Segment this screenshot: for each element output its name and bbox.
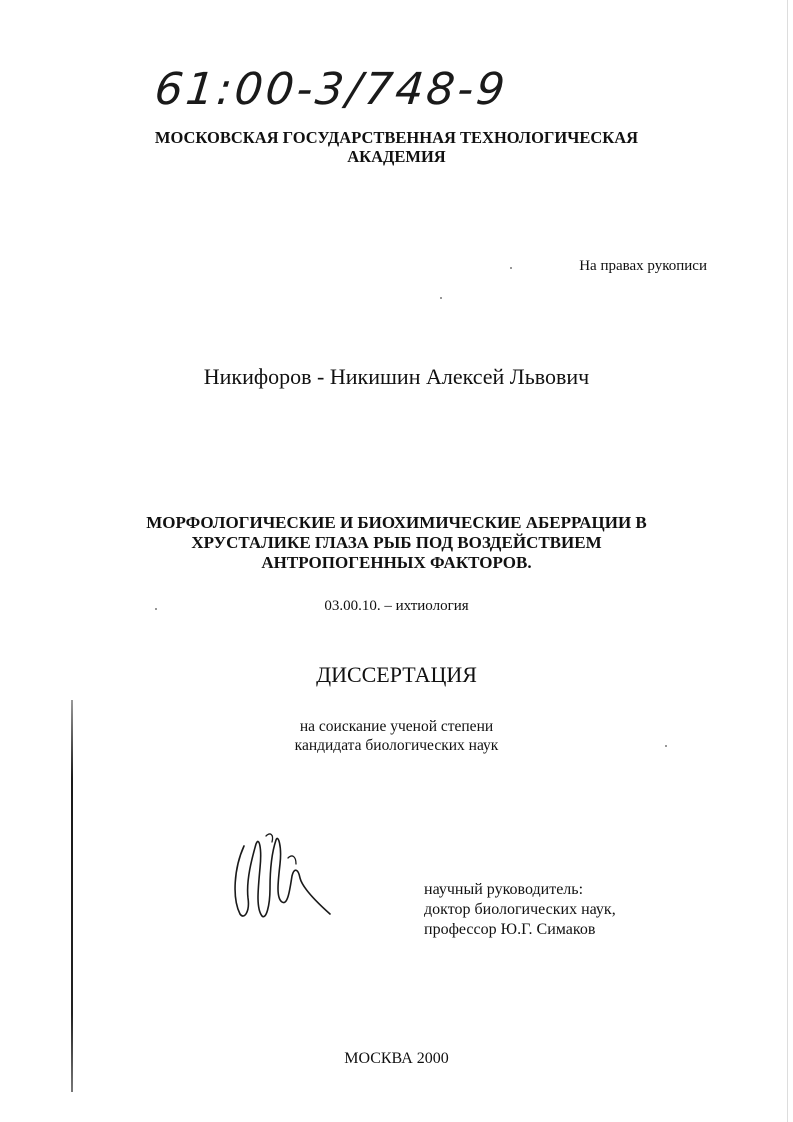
title-line-1: МОРФОЛОГИЧЕСКИЕ И БИОХИМИЧЕСКИЕ АБЕРРАЦИИ В — [146, 513, 647, 532]
degree-statement — [0, 717, 793, 755]
supervisor-line-3: профессор Ю.Г. Симаков — [424, 921, 596, 938]
scan-speck — [440, 297, 442, 299]
supervisor-line-2: доктор биологических наук, — [424, 901, 616, 918]
title-line-3: АНТРОПОГЕННЫХ ФАКТОРОВ. — [261, 553, 532, 572]
scan-speck — [510, 267, 512, 269]
title-line-2: ХРУСТАЛИКЕ ГЛАЗА РЫБ ПОД ВОЗДЕЙСТВИЕМ — [191, 533, 602, 552]
supervisor-block — [424, 880, 616, 940]
author-name: Никифоров - Никишин Алексей Львович — [203, 364, 590, 389]
handwritten-signature — [226, 828, 336, 924]
document-type-heading: ДИССЕРТАЦИЯ — [316, 662, 477, 687]
scan-speck — [665, 745, 667, 747]
degree-line-2: кандидата биологических наук — [294, 737, 499, 754]
degree-line-1: на соискание ученой степени — [299, 718, 494, 735]
institution-line-2: АКАДЕМИЯ — [347, 147, 446, 166]
dissertation-title — [0, 513, 793, 573]
institution-line-1: МОСКОВСКАЯ ГОСУДАРСТВЕННАЯ ТЕХНОЛОГИЧЕСКАЯ — [154, 128, 639, 147]
scan-speck — [155, 608, 157, 610]
handwritten-archive-code: 61:00-3/748-9 — [152, 64, 511, 115]
institution-name — [0, 128, 793, 166]
city-and-year: МОСКВА 2000 — [344, 1050, 449, 1067]
scan-edge-shadow — [71, 700, 73, 1092]
manuscript-rights-note: На правах рукописи — [579, 258, 707, 274]
specialty-code: 03.00.10. – ихтиология — [324, 598, 469, 614]
supervisor-line-1: научный руководитель: — [424, 881, 584, 898]
